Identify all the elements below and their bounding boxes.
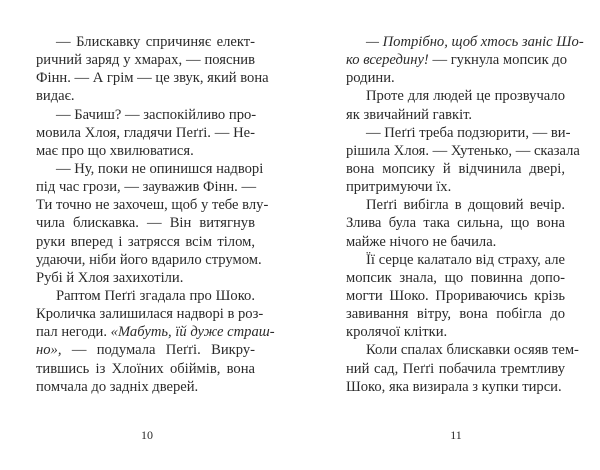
page-text bbox=[346, 33, 584, 396]
text-segment: Коли спалах блискавки осяяв тем- bbox=[366, 342, 579, 359]
text-segment: кролячої клітки. bbox=[346, 324, 448, 341]
text-line bbox=[36, 323, 275, 341]
text-line bbox=[36, 360, 255, 378]
text-segment: ний сад, Пеґґі побачила тремтливу bbox=[346, 360, 565, 377]
text-line bbox=[346, 51, 568, 69]
text-line bbox=[36, 51, 255, 69]
text-line bbox=[346, 305, 565, 323]
text-line bbox=[36, 106, 255, 124]
text-line bbox=[346, 87, 565, 105]
text-line bbox=[346, 323, 565, 341]
text-line bbox=[346, 341, 579, 359]
text-segment: видає. bbox=[36, 88, 75, 105]
text-segment: — Блискавку спричиняє елект- bbox=[56, 34, 255, 50]
right-page bbox=[300, 0, 600, 470]
text-line bbox=[346, 214, 565, 232]
text-segment: пал негоди. bbox=[36, 324, 111, 341]
text-line bbox=[36, 305, 264, 323]
text-line bbox=[346, 33, 584, 51]
text-segment: Раптом Пеґґі згадала про Шоко. bbox=[56, 287, 255, 304]
text-segment: ричний заряд у хмарах, — пояснив bbox=[36, 52, 255, 69]
text-line bbox=[36, 160, 264, 178]
text-line bbox=[346, 69, 565, 87]
text-line bbox=[346, 178, 565, 196]
italic-text: ко всередину! bbox=[346, 52, 429, 69]
text-segment: Проте для людей це прозвучало bbox=[366, 88, 565, 105]
page-text bbox=[36, 33, 275, 396]
text-segment: — Ну, поки не опинишся надворі bbox=[56, 160, 264, 177]
text-line bbox=[346, 196, 565, 214]
text-line bbox=[346, 251, 565, 269]
page-number: 11 bbox=[450, 428, 462, 442]
text-segment: притримуючи їх. bbox=[346, 179, 452, 196]
italic-text: но», bbox=[36, 342, 62, 359]
text-line bbox=[36, 378, 255, 396]
text-line bbox=[36, 33, 255, 51]
italic-text: «Мабуть, їй дуже страш- bbox=[110, 324, 275, 341]
text-line bbox=[346, 233, 565, 251]
text-line bbox=[36, 251, 262, 269]
text-segment: Кроличка залишилася надворі в роз- bbox=[36, 306, 264, 323]
text-segment: — подумала Пеґґі. Викру- bbox=[61, 342, 255, 359]
text-line bbox=[36, 287, 255, 305]
text-segment: чила блискавка. — Він витягнув bbox=[36, 215, 255, 232]
text-line bbox=[346, 269, 565, 287]
text-segment: мопсик знала, що повинна допо- bbox=[346, 269, 565, 286]
text-line bbox=[36, 233, 255, 251]
text-line bbox=[346, 287, 565, 305]
text-line bbox=[36, 341, 255, 359]
text-segment: могти Шоко. Прориваючись крізь bbox=[346, 287, 565, 304]
text-segment: рішила Хлоя. — Хутенько, — сказала bbox=[346, 142, 580, 159]
text-segment: Пеґґі вибігла в дощовий вечір. bbox=[366, 197, 565, 214]
text-line bbox=[36, 124, 255, 142]
text-line bbox=[346, 124, 571, 142]
text-line bbox=[36, 178, 255, 196]
text-line bbox=[36, 269, 255, 287]
text-line bbox=[36, 87, 255, 105]
text-segment: помчала до задніх дверей. bbox=[36, 378, 199, 395]
text-line bbox=[36, 142, 255, 160]
text-segment: — Пеґґі треба подзюрити, — ви- bbox=[366, 124, 571, 141]
text-line bbox=[346, 142, 580, 160]
text-line bbox=[346, 360, 565, 378]
text-segment: Фінн. — А грім — це звук, який вона bbox=[36, 70, 269, 87]
text-segment: Її серце калатало від страху, але bbox=[366, 251, 565, 268]
text-segment: — Бачиш? — заспокійливо про- bbox=[56, 106, 257, 123]
text-segment: Рубі й Хлоя захихотіли. bbox=[36, 269, 184, 286]
text-segment: має про що хвилюватися. bbox=[36, 142, 194, 159]
text-segment: Ти точно не захочеш, щоб у тебе влу- bbox=[36, 197, 269, 214]
text-line bbox=[346, 106, 565, 124]
text-segment: вона мопсику й відчинила двері, bbox=[346, 160, 565, 177]
text-segment: мовила Хлоя, гладячи Пеґґі. — Не- bbox=[36, 124, 255, 141]
text-segment: — гукнула мопсик до bbox=[428, 52, 568, 69]
text-line bbox=[36, 214, 255, 232]
text-segment: тившись із Хлоїних обіймів, вона bbox=[36, 360, 255, 377]
text-segment: майже нічого не бачила. bbox=[346, 233, 497, 250]
italic-text: — Потрібно, щоб хтось заніс Шо- bbox=[366, 34, 584, 50]
text-line bbox=[346, 160, 565, 178]
page-number: 10 bbox=[141, 428, 153, 442]
text-line bbox=[36, 196, 269, 214]
text-line bbox=[36, 69, 269, 87]
text-segment: удаючи, ніби його вдарило струмом. bbox=[36, 251, 262, 268]
text-segment: Злива була така сильна, що вона bbox=[346, 215, 565, 232]
text-segment: як звичайний гавкіт. bbox=[346, 106, 473, 123]
text-segment: Шоко, яка визирала з купки тирси. bbox=[346, 378, 562, 395]
text-segment: під час грози, — зауважив Фінн. — bbox=[36, 179, 257, 196]
text-segment: родини. bbox=[346, 70, 395, 87]
text-segment: руки вперед і затрясся всім тілом, bbox=[36, 233, 255, 250]
text-segment: завивання вітру, вона побігла до bbox=[346, 306, 565, 323]
text-line bbox=[346, 378, 565, 396]
